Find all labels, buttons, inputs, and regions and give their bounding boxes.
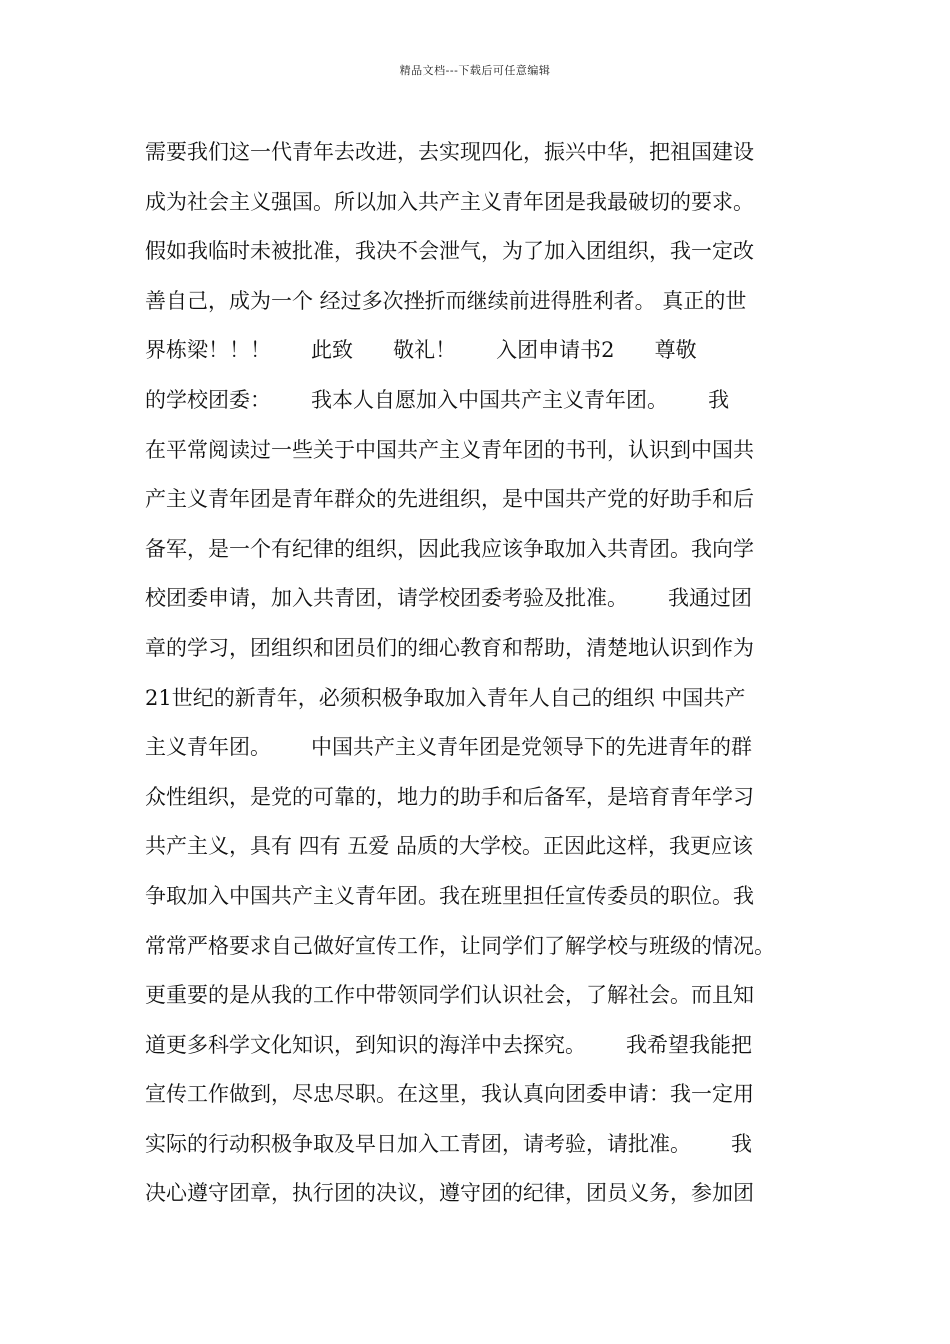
text-line: 假如我临时未被批准，我决不会泄气，为了加入团组织，我一定改	[145, 239, 754, 264]
text-line: 章的学习，团组织和团员们的细心教育和帮助，清楚地认识到作为	[145, 635, 754, 660]
document-body	[145, 128, 825, 1219]
text-line: 界栋梁！！！ 此致 敬礼！ 入团申请书2 尊敬	[145, 338, 697, 363]
page-header: 精品文档---下载后可任意编辑	[399, 64, 551, 77]
text-line: 主义青年团。 中国共产主义青年团是党领导下的先进青年的群	[145, 735, 753, 760]
text-line: 决心遵守团章，执行团的决议，遵守团的纪律，团员义务，参加团	[145, 1181, 754, 1206]
text-line: 道更多科学文化知识，到知识的海洋中去探究。 我希望我能把	[145, 1032, 753, 1057]
text-line: 善自己，成为一个 经过多次挫折而继续前进得胜利者。 真正的世	[145, 288, 747, 313]
text-line: 众性组织，是党的可靠的，地力的助手和后备军，是培育青年学习	[145, 784, 754, 809]
text-line: 争取加入中国共产主义青年团。我在班里担任宣传委员的职位。我	[145, 883, 754, 908]
text-line: 产主义青年团是青年群众的先进组织，是中国共产党的好助手和后	[145, 487, 754, 512]
text-line: 成为社会主义强国。所以加入共产主义青年团是我最破切的要求。	[145, 189, 754, 214]
text-line: 备军，是一个有纪律的组织，因此我应该争取加入共青团。我向学	[145, 536, 754, 561]
text-line: 常常严格要求自己做好宣传工作，让同学们了解学校与班级的情况。	[145, 933, 775, 958]
text-line: 的学校团委： 我本人自愿加入中国共产主义青年团。 我	[145, 387, 730, 412]
text-line: 21世纪的新青年，必须积极争取加入青年人自己的组织 中国共产	[145, 685, 746, 710]
text-line: 校团委申请，加入共青团，请学校团委考验及批准。 我通过团	[145, 586, 753, 611]
text-line: 共产主义，具有 四有 五爱 品质的大学校。正因此这样，我更应该	[145, 834, 754, 859]
text-line: 宣传工作做到，尽忠尽职。在这里，我认真向团委申请：我一定用	[145, 1082, 754, 1107]
text-line: 更重要的是从我的工作中带领同学们认识社会，了解社会。而且知	[145, 983, 754, 1008]
text-line: 在平常阅读过一些关于中国共产主义青年团的书刊，认识到中国共	[145, 437, 754, 462]
text-line: 需要我们这一代青年去改进，去实现四化，振兴中华，把祖国建设	[145, 140, 754, 164]
text-line: 实际的行动积极争取及早日加入工青团，请考验，请批准。 我	[145, 1131, 753, 1156]
